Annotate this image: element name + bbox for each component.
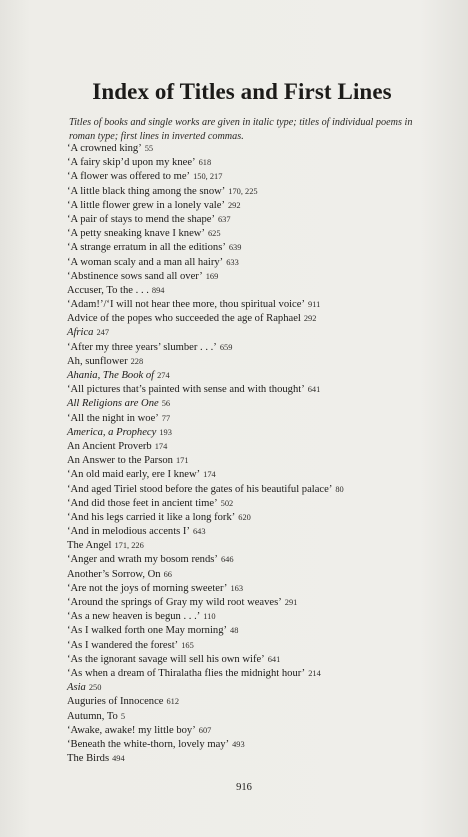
index-entry-title: ‘Are not the joys of morning sweeter’ [67,582,228,594]
index-entry-title: ‘And did those feet in ancient time’ [67,497,218,509]
index-entry-title: ‘A fairy skip’d upon my knee’ [67,157,196,169]
index-entry [67,483,462,497]
index-entry-title: Ahania, The Book of [67,370,155,381]
index-entry-page-ref: 894 [151,285,165,295]
index-entry-page-ref: 612 [166,697,180,707]
index-entry-page-ref: 56 [161,399,171,409]
index-entry-page-ref: 66 [163,569,172,579]
index-entry-title: ‘Awake, awake! my little boy’ [67,724,196,736]
index-entry [67,227,462,241]
index-entry [67,624,462,638]
index-entry-page-ref: 625 [207,229,221,239]
index-entry-page-ref: 493 [232,739,245,749]
index-entry-title: ‘Abstinence sows sand all over’ [67,270,203,282]
index-entry [67,156,462,170]
index-entry-title: America, a Prophecy [67,426,157,438]
index-entry-title: Auguries of Innocence [67,696,164,708]
index-entry-page-ref: 170, 225 [228,186,258,196]
index-entry [67,383,462,397]
index-entry [67,312,462,326]
index-entry-title: Africa [67,327,94,339]
index-entry-page-ref: 292 [227,200,241,210]
index-entry [67,454,462,468]
index-entry-page-ref: 641 [267,654,281,664]
index-entry-title: ‘As I walked forth one May morning’ [67,625,228,637]
index-introduction: Titles of books and single works are given in italic type; titles of individual poems in roman type; first lines in inverted commas. [69,117,413,143]
index-entry [67,270,462,284]
index-entry-page-ref: 150, 217 [193,172,223,182]
index-entry-title: ‘A petty sneaking knave I knew’ [67,228,205,240]
index-entry [67,539,462,553]
index-entry [67,497,462,511]
index-entry [67,199,462,213]
index-entry-title: ‘A little flower grew in a lonely vale’ [67,199,225,211]
index-entry-page-ref: 494 [112,754,125,764]
index-entry [67,525,462,539]
index-entry [67,610,462,624]
index-entry-title: ‘Adam!’/‘I will not hear thee more, thou spiritual voice’ [67,299,305,311]
index-entry-page-ref: 274 [157,371,170,380]
index-entry-page-ref: 174 [203,470,216,480]
index-entry-title: ‘After my three years’ slumber . . .’ [67,341,217,353]
index-entry-title: ‘All the night in woe’ [67,412,159,424]
index-entry [67,639,462,653]
index-entry-list [67,142,462,766]
index-entry-title: Autumn, To [67,710,118,722]
index-entry [67,341,462,355]
index-entry-page-ref: 55 [144,144,154,153]
index-entry-page-ref: 80 [335,484,344,494]
index-entry-title: ‘All pictures that’s painted with sense and with thought’ [67,384,305,396]
page-title: Index of Titles and First Lines [92,79,392,105]
index-entry-page-ref: 110 [203,612,216,622]
index-entry-title: ‘As when a dream of Thiralatha flies the midnight hour’ [67,667,306,679]
index-entry [67,426,462,440]
index-entry-page-ref: 171 [175,456,189,466]
index-entry-title: ‘And aged Tiriel stood before the gates of his beautiful palace’ [67,483,333,495]
index-entry-page-ref: 193 [159,427,172,437]
index-entry-title: ‘A crowned king’ [67,143,142,154]
index-entry [67,724,462,738]
index-entry-page-ref: 171, 226 [114,541,144,551]
index-entry [67,142,462,156]
index-entry [67,326,462,340]
index-entry-title: Accuser, To the . . . [67,284,149,296]
index-entry [67,412,462,426]
index-entry-page-ref: 618 [198,158,212,168]
index-entry [67,752,462,766]
index-entry-page-ref: 607 [198,725,212,735]
index-entry-title: ‘As I wandered the forest’ [67,639,179,651]
index-entry-page-ref: 637 [217,214,231,224]
index-entry-title: ‘And his legs carried it like a long fork’ [67,511,236,523]
index-entry-page-ref: 659 [219,342,233,352]
index-entry-page-ref: 250 [88,683,102,693]
index-entry-title: ‘An old maid early, ere I knew’ [67,469,201,481]
index-entry-title: ‘And in melodious accents I’ [67,526,190,538]
index-entry [67,213,462,227]
index-entry-title: ‘A strange erratum in all the editions’ [67,242,226,254]
index-entry-page-ref: 165 [181,640,194,650]
index-entry-page-ref: 911 [308,300,321,310]
index-entry-page-ref: 5 [120,711,126,721]
index-entry-page-ref: 48 [230,626,239,636]
index-entry-page-ref: 646 [220,555,234,565]
index-entry-page-ref: 620 [238,512,251,522]
index-entry-page-ref: 174 [154,441,168,451]
index-entry [67,468,462,482]
index-entry-title: ‘A little black thing among the snow’ [67,185,226,197]
index-entry [67,738,462,752]
page-number: 916 [236,782,252,793]
index-entry-page-ref: 228 [130,356,144,366]
index-entry-title: ‘A pair of stays to mend the shape’ [67,213,215,225]
index-entry [67,695,462,709]
index-entry-title: Ah, sunflower [67,355,128,367]
index-entry-title: ‘As the ignorant savage will sell his own wife’ [67,653,265,665]
index-entry-page-ref: 163 [230,583,243,593]
index-entry-page-ref: 502 [220,498,234,508]
index-entry [67,241,462,255]
index-entry [67,397,462,411]
index-entry [67,298,462,312]
index-entry [67,568,462,582]
index-entry [67,681,462,695]
index-entry [67,667,462,681]
index-entry-title: Asia [67,682,86,694]
index-entry [67,710,462,724]
index-entry [67,185,462,199]
index-entry [67,553,462,567]
index-entry [67,511,462,525]
index-entry [67,170,462,184]
index-entry [67,440,462,454]
index-entry [67,256,462,270]
index-entry-title: ‘Anger and wrath my bosom rends’ [67,554,218,566]
index-entry-page-ref: 643 [192,527,206,537]
index-entry-page-ref: 633 [226,257,239,267]
index-entry-page-ref: 639 [228,243,242,253]
index-entry-page-ref: 247 [96,328,110,338]
index-entry [67,596,462,610]
index-entry-page-ref: 77 [161,413,171,423]
index-entry-title: Another’s Sorrow, On [67,568,161,580]
index-entry [67,653,462,667]
index-entry-title: All Religions are One [67,398,159,410]
index-entry-title: ‘As a new heaven is begun . . .’ [67,611,201,623]
index-entry-title: Advice of the popes who succeeded the age of Raphael [67,313,301,325]
index-entry-title: ‘A woman scaly and a man all hairy’ [67,256,224,268]
index-entry-page-ref: 292 [303,314,317,324]
index-entry [67,355,462,369]
index-entry [67,369,462,383]
index-entry-title: ‘A flower was offered to me’ [67,171,191,183]
index-entry-title: An Answer to the Parson [67,455,173,467]
index-entry-page-ref: 169 [205,271,219,281]
index-entry-title: The Birds [67,753,110,765]
index-entry-page-ref: 291 [284,598,298,607]
index-entry-page-ref: 214 [308,668,321,678]
index-entry-page-ref: 641 [307,385,321,395]
index-entry-title: The Angel [67,540,112,552]
index-entry-title: ‘Around the springs of Gray my wild root weaves’ [67,597,282,608]
index-entry-title: ‘Beneath the white-thorn, lovely may’ [67,738,230,750]
index-entry [67,582,462,596]
index-entry [67,284,462,298]
index-entry-title: An Ancient Proverb [67,440,152,452]
